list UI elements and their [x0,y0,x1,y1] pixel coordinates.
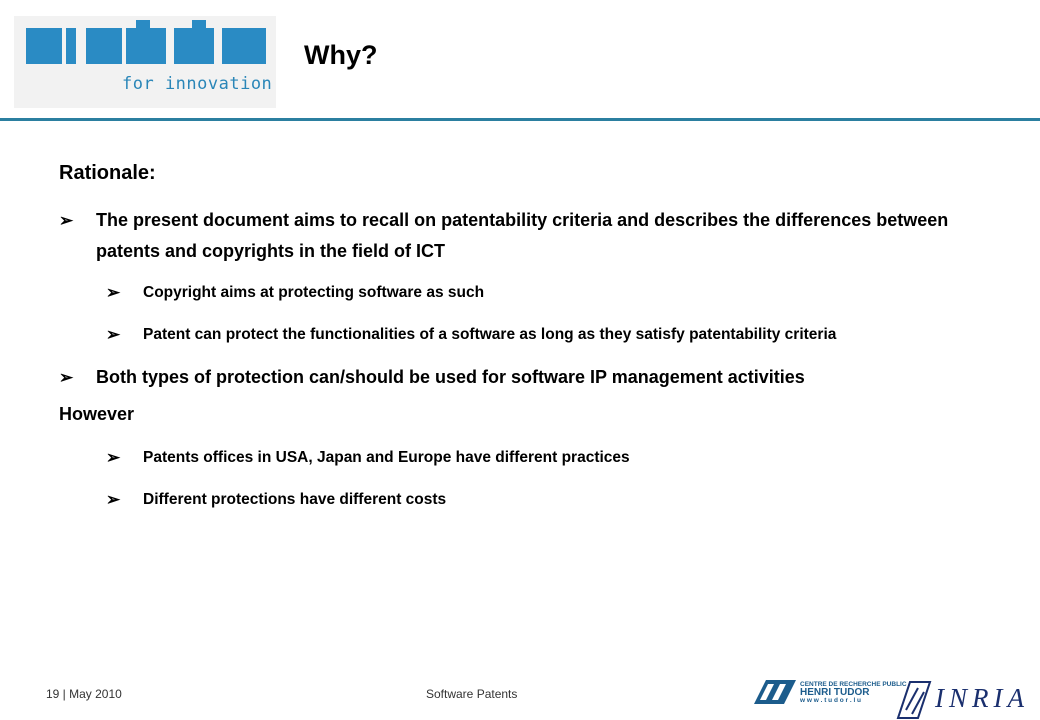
bullet-item [59,362,989,393]
arrow-bullet-icon: ➢ [106,283,121,302]
sub-bullet-text: Patent can protect the functionalities of a software as long as they satisfy patentability criteria [143,326,837,343]
tudor-line-1: CENTRE DE RECHERCHE PUBLIC [800,681,907,688]
bullet-text: The present document aims to recall on patentability criteria and describes the differences between patents and copyrights in the field of ICT [96,210,949,261]
company-logo [14,16,276,108]
slide-body [59,162,989,527]
inria-wordmark: INRIA [935,683,1029,713]
logo-tagline: for innovation [122,74,273,94]
sub-bullet-item [59,320,989,350]
arrow-bullet-icon: ➢ [106,448,121,467]
sub-bullet-item [59,485,989,515]
bullet-item [59,205,989,267]
arrow-bullet-icon: ➢ [59,211,74,230]
slide-title: Why? [304,40,378,70]
rationale-heading: Rationale: [59,162,156,184]
logo-blocks-graphic [14,16,276,108]
arrow-bullet-icon: ➢ [106,490,121,509]
tudor-wordmark [800,681,907,705]
arrow-bullet-icon: ➢ [106,325,121,344]
sub-bullet-item [59,278,989,308]
footer-page-date: 19 | May 2010 [46,687,122,701]
tudor-line-2: HENRI TUDOR [800,687,870,698]
arrow-bullet-icon: ➢ [59,368,74,387]
sub-bullet-item [59,443,989,473]
sub-bullet-text: Different protections have different costs [143,491,447,508]
tudor-line-3: w w w . t u d o r . l u [800,697,862,704]
sub-bullet-text: Patents offices in USA, Japan and Europe have different practices [143,449,630,466]
sub-bullet-text: Copyright aims at protecting software as such [143,284,485,301]
bullet-text: Both types of protection can/should be used for software IP management activities [96,367,805,387]
footer-title: Software Patents [426,687,518,701]
however-heading: However [59,404,135,424]
title-divider [0,118,1040,121]
